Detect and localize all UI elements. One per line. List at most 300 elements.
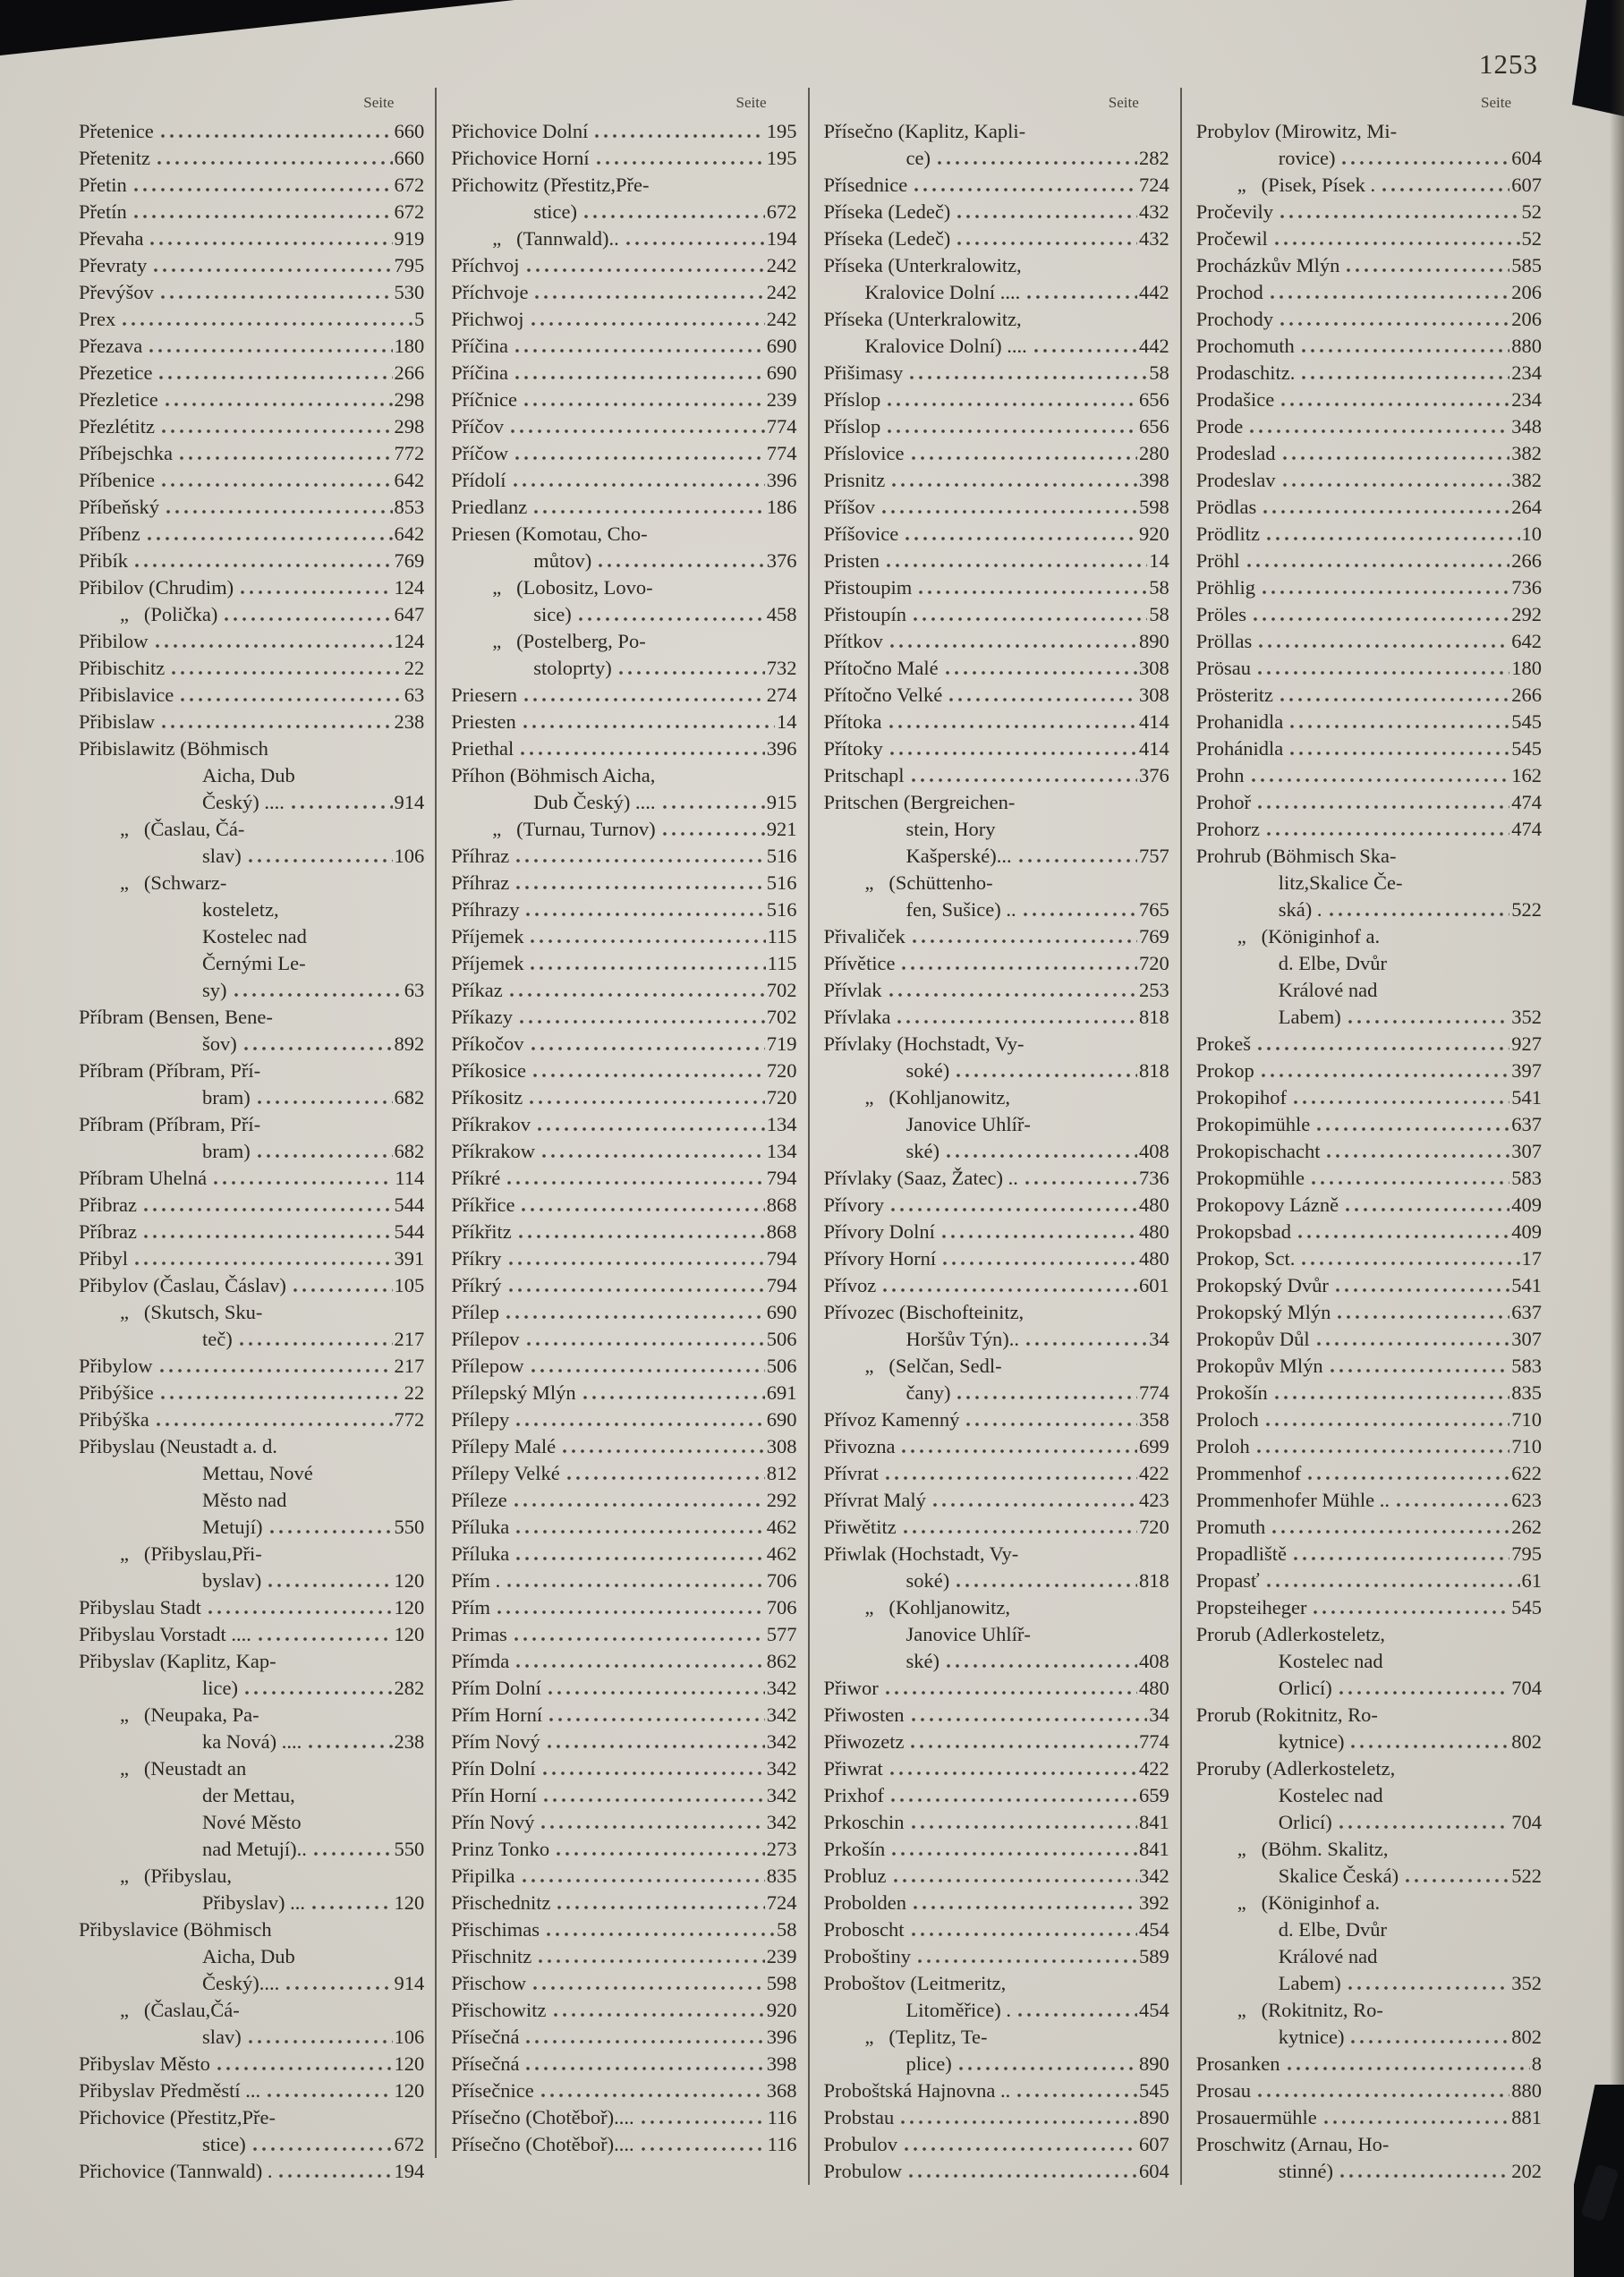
entry-text: Přibyslau Vorstadt .... [79, 1623, 251, 1645]
entry-page: 398 [1139, 469, 1169, 491]
index-entry-line [1196, 950, 1543, 977]
entry-text: Přibyslau Stadt [79, 1596, 201, 1619]
entry-text: Český).... [202, 1972, 280, 1994]
entry-page: 58 [777, 1918, 797, 1941]
index-entry-line [1196, 682, 1543, 709]
entry-text: Příšovice [823, 523, 899, 545]
index-entry-line [451, 1219, 798, 1245]
dot-leader [157, 360, 392, 387]
entry-page: 853 [394, 496, 425, 518]
index-entry-line [824, 172, 1171, 199]
index-entry-line [1196, 306, 1543, 333]
index-entry-line [451, 306, 798, 333]
dot-leader [164, 387, 393, 413]
entry-text: Přibylow [79, 1355, 153, 1377]
entry-text: Prkošín [823, 1838, 886, 1860]
dot-leader [142, 1192, 393, 1219]
entry-page: 120 [394, 2079, 425, 2102]
index-entry-line [824, 977, 1171, 1004]
index-entry-line [451, 279, 798, 306]
entry-text: „ (Přibyslau, [120, 1865, 232, 1887]
index-entry-line [1196, 789, 1543, 816]
index-entry-line [824, 1380, 1171, 1406]
entry-text: Přívlak [823, 979, 882, 1001]
index-entry-line [1196, 1245, 1543, 1272]
dot-leader [889, 735, 1137, 762]
index-entry-line [1196, 2077, 1543, 2104]
entry-page: 162 [1511, 764, 1542, 786]
index-entry-line [79, 896, 426, 923]
index-entry-line [79, 2024, 426, 2051]
entry-text: Příslop [823, 415, 881, 438]
entry-page: 106 [394, 845, 425, 867]
entry-text: Proboštov (Leitmeritz, [823, 1972, 1007, 1994]
entry-page: 516 [766, 845, 797, 867]
entry-page: 298 [394, 388, 425, 411]
index-entry-line [1196, 2104, 1543, 2131]
entry-page: 736 [1139, 1167, 1169, 1189]
entry-text: Přívětice [823, 952, 896, 974]
entry-text: Přísečno (Chotěboř).... [451, 2133, 634, 2155]
index-entry-line [1196, 172, 1543, 199]
index-entry-line [451, 628, 798, 655]
entry-page: 114 [395, 1167, 425, 1189]
entry-page: 282 [394, 1677, 425, 1699]
index-entry-line [451, 950, 798, 977]
index-entry-line [451, 1675, 798, 1702]
index-entry-line [824, 1782, 1171, 1809]
index-entry-line [824, 225, 1171, 252]
index-entry-line [1196, 494, 1543, 521]
index-entry-line [824, 1675, 1171, 1702]
entry-page: 195 [766, 147, 797, 169]
entry-page: 480 [1139, 1220, 1169, 1243]
index-entry-line [1196, 1138, 1543, 1165]
dot-leader [1325, 1138, 1509, 1165]
index-entry-line [824, 1541, 1171, 1568]
entry-text: Aicha, Dub [202, 1945, 295, 1967]
dot-leader [1310, 1165, 1509, 1192]
index-entry-line [824, 1192, 1171, 1219]
dot-leader [1264, 1406, 1510, 1433]
entry-page: 308 [1139, 684, 1169, 706]
entry-page: 672 [394, 2133, 425, 2155]
dot-leader [514, 1648, 765, 1675]
dot-leader [1286, 2051, 1530, 2077]
entry-text: Proboštiny [823, 1945, 912, 1967]
dot-leader [956, 199, 1137, 225]
entry-text: Přetin [79, 174, 127, 196]
entry-text: Prokopův Mlýn [1195, 1355, 1323, 1377]
entry-page: 134 [766, 1140, 797, 1162]
entry-page: 58 [1149, 361, 1169, 384]
entry-page: 545 [1139, 2079, 1169, 2102]
entry-text: d. Elbe, Dvůr [1278, 952, 1387, 974]
index-entry-line [451, 1165, 798, 1192]
dot-leader [529, 923, 765, 950]
dot-leader [1256, 2077, 1509, 2104]
index-entry-line [1196, 628, 1543, 655]
index-entry-line [824, 467, 1171, 494]
dot-leader [1016, 2077, 1137, 2104]
entry-text: „ (Pisek, Písek . [1237, 174, 1376, 196]
dot-leader [1300, 1245, 1519, 1272]
dot-leader [911, 923, 1137, 950]
index-entry-line [451, 655, 798, 682]
dot-leader [1338, 1675, 1510, 1702]
entry-page: 22 [404, 657, 425, 679]
entry-page: 262 [1511, 1516, 1542, 1538]
entry-page: 480 [1139, 1247, 1169, 1270]
dot-leader [170, 655, 403, 682]
index-entry-line [451, 1970, 798, 1997]
index-entry-line [79, 923, 426, 950]
index-entry-line [79, 1245, 426, 1272]
entry-text: Příbenice [79, 469, 155, 491]
index-entry-line [451, 1326, 798, 1353]
index-entry-line [79, 2051, 426, 2077]
entry-text: Příkrý [451, 1274, 502, 1296]
index-entry-line [1196, 279, 1543, 306]
entry-page: 348 [1511, 415, 1542, 438]
dot-leader [956, 1380, 1137, 1406]
entry-page: 818 [1139, 1569, 1169, 1592]
entry-page: 794 [766, 1167, 797, 1189]
dot-leader [617, 655, 765, 682]
entry-page: 14 [1149, 549, 1169, 572]
index-entry-line [79, 735, 426, 762]
dot-leader [540, 1809, 764, 1836]
entry-page: 914 [394, 791, 425, 813]
index-entry-line [451, 1460, 798, 1487]
entry-text: Prokop, Sct. [1195, 1247, 1296, 1270]
dot-leader [1271, 1514, 1509, 1541]
entry-text: Pročevily [1195, 200, 1273, 223]
dot-leader [506, 1568, 764, 1594]
entry-text: Přívrat [823, 1462, 879, 1484]
index-entry-line [824, 789, 1171, 816]
entry-page: 342 [766, 1730, 797, 1753]
entry-page: 720 [1139, 1516, 1169, 1538]
entry-page: 206 [1511, 281, 1542, 303]
index-entry-line [451, 1997, 798, 2024]
index-entry-line [824, 1970, 1171, 1997]
dot-leader [1265, 816, 1509, 843]
index-entry-line [824, 1863, 1171, 1890]
index-entry-line [79, 521, 426, 548]
entry-text: Přívlaky (Saaz, Žatec) .. [823, 1167, 1018, 1189]
index-entry-line [824, 655, 1171, 682]
entry-text: litz,Skalice Če- [1278, 871, 1403, 894]
index-entry-line [79, 387, 426, 413]
index-entry-line [1196, 1192, 1543, 1219]
entry-text: Přívlaka [823, 1006, 891, 1028]
entry-page: 342 [766, 1811, 797, 1833]
index-entry-line [451, 1299, 798, 1326]
entry-page: 116 [767, 2133, 797, 2155]
dot-leader [577, 601, 765, 628]
index-entry-line [451, 762, 798, 789]
entry-text: Pritschen (Bergreichen- [823, 791, 1016, 813]
index-entry-line [824, 2131, 1171, 2158]
entry-text: Příčov [451, 415, 504, 438]
dot-leader [625, 225, 765, 252]
index-entry-line [1196, 923, 1543, 950]
entry-page: 307 [1511, 1328, 1542, 1350]
entry-text: Přibýšice [79, 1381, 154, 1404]
entry-text: Propasť [1195, 1569, 1260, 1592]
dot-leader [912, 1890, 1137, 1916]
dot-leader [531, 1970, 765, 1997]
dot-leader [307, 1729, 392, 1755]
index-entry-line [79, 252, 426, 279]
entry-text: Přibislaw [79, 710, 156, 733]
entry-page: 274 [766, 684, 797, 706]
index-entry-line [1196, 2158, 1543, 2185]
entry-page: 105 [394, 1274, 425, 1296]
entry-text: stinné) [1278, 2160, 1333, 2182]
dot-leader [152, 252, 392, 279]
entry-text: Primas [451, 1623, 507, 1645]
entry-text: bram) [202, 1140, 251, 1162]
entry-page: 881 [1511, 2106, 1542, 2128]
entry-text: Proboscht [823, 1918, 905, 1941]
entry-page: 422 [1139, 1462, 1169, 1484]
dot-leader [1273, 225, 1520, 252]
entry-page: 880 [1511, 2079, 1542, 2102]
entry-text: Přiwrat [823, 1757, 883, 1780]
index-entry-line [79, 360, 426, 387]
dot-leader [916, 1943, 1137, 1970]
entry-page: 106 [394, 2026, 425, 2048]
index-entry-line [1196, 1621, 1543, 1648]
entry-page: 774 [766, 415, 797, 438]
dot-leader [537, 1943, 765, 1970]
entry-text: ská) . [1278, 898, 1322, 921]
entry-text: Přítoka [823, 710, 882, 733]
dot-leader [525, 252, 765, 279]
dot-leader [212, 1165, 393, 1192]
entry-page: 273 [766, 1838, 797, 1860]
entry-text: kytnice) [1278, 1730, 1345, 1753]
entry-text: Příkré [451, 1167, 501, 1189]
dot-leader [547, 1675, 765, 1702]
dot-leader [522, 709, 775, 735]
entry-page: 342 [1139, 1865, 1169, 1887]
entry-text: Prex [79, 308, 116, 330]
entry-text: Přívlaky (Hochstadt, Vy- [823, 1032, 1025, 1055]
dot-leader [524, 2024, 764, 2051]
entry-text: Příbram (Příbram, Pří- [79, 1113, 261, 1135]
entry-page: 462 [766, 1542, 797, 1565]
entry-page: 682 [394, 1086, 425, 1109]
dot-leader [1279, 306, 1509, 333]
index-entry-line [451, 977, 798, 1004]
entry-text: Přibyslav (Kaplitz, Kap- [79, 1650, 276, 1672]
index-entry-line [1196, 1782, 1543, 1809]
dot-leader [514, 440, 765, 467]
index-entry-line [1196, 360, 1543, 387]
entry-text: Přibyslav Předměstí ... [79, 2079, 261, 2102]
dot-leader [1250, 762, 1510, 789]
index-entry-line [824, 118, 1171, 145]
dot-leader [640, 2131, 766, 2158]
entry-text: Přílepy Velké [451, 1462, 560, 1484]
index-entry-line [79, 1111, 426, 1138]
entry-page: 392 [1139, 1891, 1169, 1914]
index-entry-line [1196, 440, 1543, 467]
index-entry-line [451, 1353, 798, 1380]
index-entry-line [824, 1890, 1171, 1916]
index-entry-line [824, 1943, 1171, 1970]
index-entry-line [1196, 1594, 1543, 1621]
entry-text: Příbraz [79, 1220, 137, 1243]
dot-leader [545, 1916, 775, 1943]
index-entry-line [451, 494, 798, 521]
entry-text: Přibýška [79, 1408, 149, 1431]
dot-leader [1025, 279, 1137, 306]
entry-page: 774 [1139, 1730, 1169, 1753]
entry-page: 818 [1139, 1059, 1169, 1082]
entry-text: Přezetice [79, 361, 153, 384]
entry-text: Přischimas [451, 1918, 540, 1941]
index-entry-line [451, 2051, 798, 2077]
index-entry-line [1196, 977, 1543, 1004]
index-entry-line [824, 199, 1171, 225]
entry-page: 794 [766, 1274, 797, 1296]
index-entry-line [79, 1809, 426, 1836]
entry-page: 704 [1511, 1811, 1542, 1833]
entry-page: 868 [766, 1220, 797, 1243]
entry-text: Prokeš [1195, 1032, 1251, 1055]
entry-page: 480 [1139, 1194, 1169, 1216]
index-entry-line [451, 574, 798, 601]
dot-leader [1246, 548, 1510, 574]
dot-leader [514, 843, 765, 870]
entry-text: Prokopmühle [1195, 1167, 1305, 1189]
entry-page: 659 [1139, 1784, 1169, 1806]
index-entry-line [824, 762, 1171, 789]
index-entry-line [1196, 145, 1543, 172]
entry-page: 892 [394, 1032, 425, 1055]
dot-leader [884, 1675, 1137, 1702]
index-entry-line [1196, 333, 1543, 360]
entry-text: nad Metují).. [202, 1838, 307, 1860]
index-entry-line [451, 1782, 798, 1809]
dot-leader [892, 1863, 1138, 1890]
index-entry-line [1196, 601, 1543, 628]
entry-text: Priesen (Komotau, Cho- [451, 523, 648, 545]
entry-text: Přibyl [79, 1247, 129, 1270]
entry-text: Přišimasy [823, 361, 904, 384]
dot-leader [149, 225, 392, 252]
entry-page: 63 [404, 979, 425, 1001]
index-entry-line [1196, 1568, 1543, 1594]
dot-leader [1022, 896, 1137, 923]
dot-leader [910, 1702, 1148, 1729]
dot-leader [1288, 709, 1509, 735]
entry-text: Přítkov [823, 630, 883, 652]
dot-leader [889, 1755, 1137, 1782]
entry-text: Přívory [823, 1194, 884, 1216]
entry-text: Orlicí) [1278, 1811, 1332, 1833]
entry-page: 672 [394, 200, 425, 223]
dot-leader [890, 1836, 1137, 1863]
entry-page: 242 [766, 308, 797, 330]
dot-leader [888, 977, 1138, 1004]
index-column [435, 88, 807, 2158]
entry-page: 266 [1511, 549, 1542, 572]
index-entry-line [1196, 1675, 1543, 1702]
entry-text: Přischow [451, 1972, 526, 1994]
entry-page: 52 [1521, 227, 1542, 250]
entry-text: Přichovice (Přestitz,Pře- [79, 2106, 276, 2128]
index-entry-line [79, 601, 426, 628]
entry-page: 919 [394, 227, 425, 250]
entry-text: Přísečno (Kaplitz, Kapli- [823, 120, 1026, 142]
entry-text: Prohrub (Böhmisch Ska- [1195, 845, 1397, 867]
index-entry-line [79, 1380, 426, 1406]
entry-text: Příleze [451, 1489, 507, 1511]
index-entry-line [451, 1541, 798, 1568]
index-column [64, 88, 435, 2185]
index-column [808, 88, 1180, 2185]
entry-page: 774 [766, 442, 797, 464]
index-entry-line [1196, 735, 1543, 762]
dot-leader [514, 1406, 765, 1433]
dot-leader [514, 1541, 765, 1568]
entry-text: Převraty [79, 254, 148, 276]
dot-leader [1265, 521, 1520, 548]
entry-page: 22 [404, 1381, 425, 1404]
dot-leader [520, 1192, 764, 1219]
entry-text: Prisnitz [823, 469, 886, 491]
index-entry-line [451, 1702, 798, 1729]
entry-text: Přichowitz (Přestitz,Pře- [451, 174, 650, 196]
index-entry-line [1196, 2131, 1543, 2158]
entry-page: 10 [1521, 523, 1542, 545]
entry-page: 266 [394, 361, 425, 384]
index-entry-line [824, 1004, 1171, 1031]
dot-leader [1336, 1299, 1509, 1326]
dot-leader [1344, 1192, 1509, 1219]
entry-page: 5 [414, 308, 425, 330]
entry-page: 835 [766, 1865, 797, 1887]
entry-text: Příhrazy [451, 898, 520, 921]
dot-leader [1261, 574, 1509, 601]
entry-text: Přílepow [451, 1355, 524, 1377]
index-entry-line [451, 548, 798, 574]
dot-leader [207, 1594, 393, 1621]
entry-text: Přiwosten [823, 1704, 905, 1726]
entry-text: Proloh [1195, 1435, 1250, 1457]
entry-page: 242 [766, 281, 797, 303]
entry-text: „ (Schwarz- [120, 871, 227, 894]
index-entry-line [824, 1031, 1171, 1058]
entry-text: Kostelec nad [1278, 1650, 1383, 1672]
entry-page: 690 [766, 361, 797, 384]
index-entry-line [1196, 1514, 1543, 1541]
dot-leader [247, 843, 393, 870]
entry-text: Procházkův Mlýn [1195, 254, 1340, 276]
entry-text: Prokopimühle [1195, 1113, 1311, 1135]
entry-page: 352 [1511, 1006, 1542, 1028]
index-entry-line [79, 1165, 426, 1192]
dot-leader [595, 145, 765, 172]
entry-page: 530 [394, 281, 425, 303]
index-entry-line [824, 1272, 1171, 1299]
dot-leader [555, 1836, 765, 1863]
